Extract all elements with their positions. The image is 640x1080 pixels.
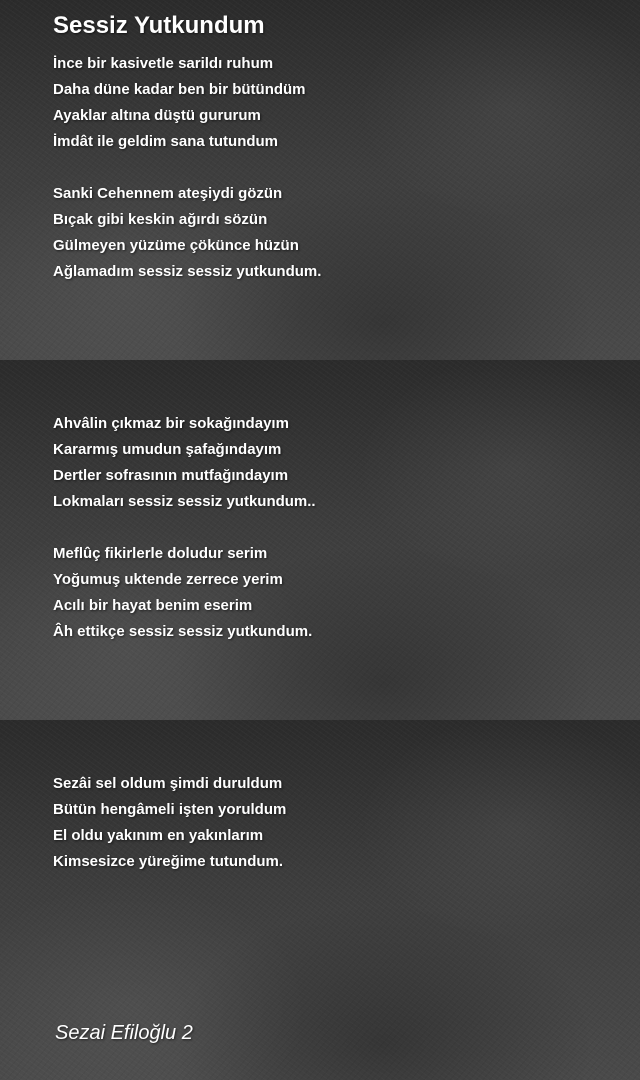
stanza-2 <box>53 181 321 285</box>
poem-title: Sessiz Yutkundum <box>53 12 265 39</box>
stanza-3 <box>53 411 316 515</box>
poem-author: Sezai Efiloğlu 2 <box>55 1022 193 1044</box>
poem-line: El oldu yakınım en yakınlarım <box>53 827 264 844</box>
poem-line: Meflûç fikirlerle doludur serim <box>53 545 268 562</box>
poem-line: Ahvâlin çıkmaz bir sokağındayım <box>53 415 289 432</box>
poem-line: İmdât ile geldim sana tutundum <box>53 133 279 150</box>
poem-panel-3 <box>0 720 640 1080</box>
poem-line: Sanki Cehennem ateşiydi gözün <box>53 185 283 202</box>
stanza-5 <box>53 771 286 875</box>
poem-line: Âh ettikçe sessiz sessiz yutkundum. <box>53 623 313 640</box>
poem-line: Ayaklar altına düştü gururum <box>53 107 261 124</box>
poem-line: İnce bir kasivetle sarildı ruhum <box>53 55 274 72</box>
poem-line: Yoğumuş uktende zerrece yerim <box>53 571 283 588</box>
poem-line: Dertler sofrasının mutfağındayım <box>53 467 289 484</box>
poem-panel-2 <box>0 360 640 720</box>
poem-line: Ağlamadım sessiz sessiz yutkundum. <box>53 263 322 280</box>
stanza-4 <box>53 541 312 645</box>
poem-line: Kimsesizce yüreğime tutundum. <box>53 853 284 870</box>
poem-line: Bütün hengâmeli işten yoruldum <box>53 801 287 818</box>
poem-line: Lokmaları sessiz sessiz yutkundum.. <box>53 493 316 510</box>
poem-line: Sezâi sel oldum şimdi duruldum <box>53 775 283 792</box>
poem-line: Gülmeyen yüzüme çökünce hüzün <box>53 237 299 254</box>
poem-line: Daha düne kadar ben bir bütündüm <box>53 81 306 98</box>
poem-line: Kararmış umudun şafağındayım <box>53 441 282 458</box>
poem-line: Acılı bir hayat benim eserim <box>53 597 253 614</box>
poem-line: Bıçak gibi keskin ağırdı sözün <box>53 211 268 228</box>
poem-panel-1 <box>0 0 640 360</box>
stanza-1 <box>53 51 306 155</box>
